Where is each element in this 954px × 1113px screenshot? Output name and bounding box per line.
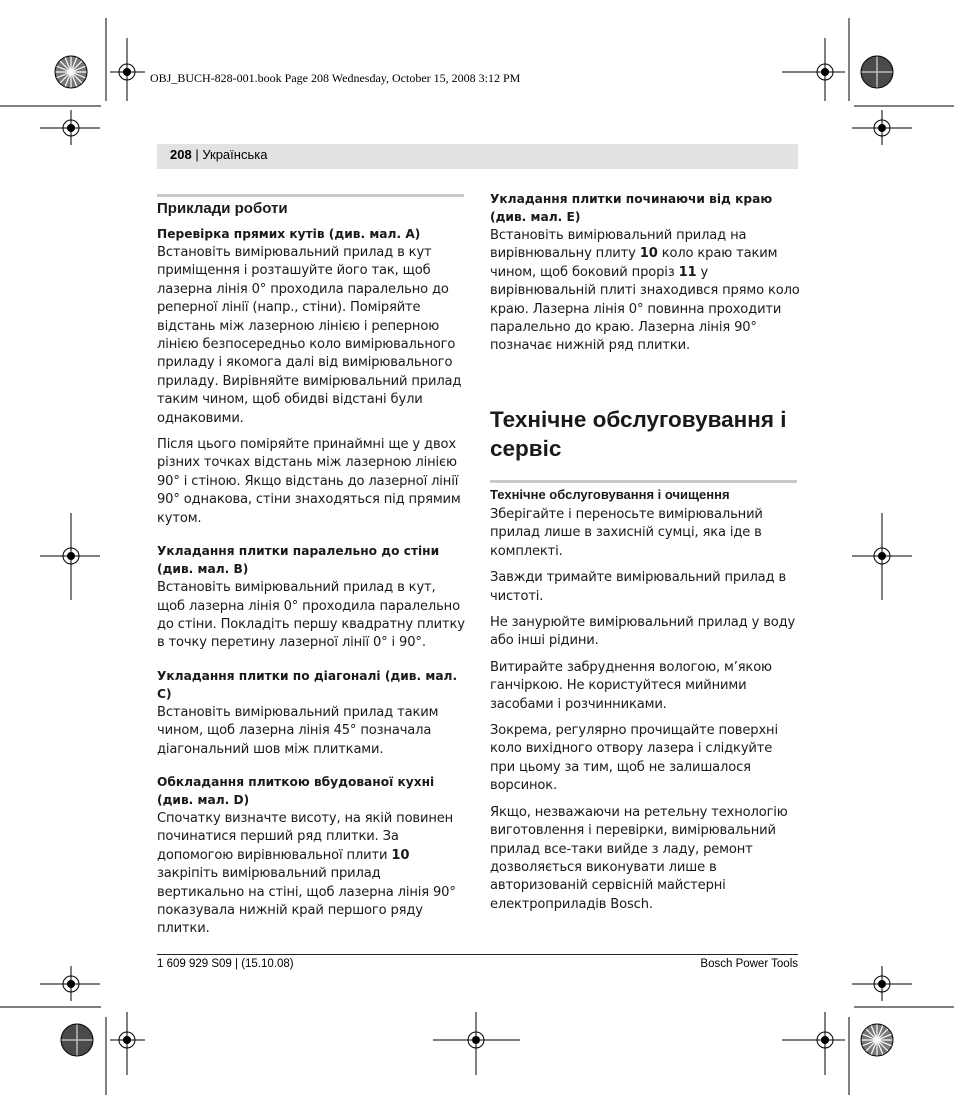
chapter-title-block: [490, 405, 800, 463]
paragraph: Не занурюйте вимірювальний прилад у воду або інші рідини.: [490, 615, 796, 649]
text-run: Встановіть вимірювальний прилад на вирівнювальну плиту: [490, 228, 747, 262]
paragraph: Завжди тримайте вимірювальний прилад в чистоті.: [490, 570, 787, 604]
footer-brand: Bosch Power Tools: [700, 958, 798, 970]
paragraph: Після цього поміряйте принаймні ще у двох різних точках відстань між лазерною лінією 90° і стіною. Якщо відстань до лазерної лінії 90° однакова, стіни знаходяться під прямим кутом.: [157, 437, 461, 526]
text-run: Спочатку визначте висоту, на якій повинен починатися перший ряд плитки. За допомогою вирівнювальної плити: [157, 810, 454, 863]
page-number: 208: [170, 147, 192, 162]
paragraph: Якщо, незважаючи на ретельну технологію виготовлення і перевірки, вимірювальний прилад все-таки вийде з ладу, ремонт дозволяється виконувати лише в авторизованій сервісній майстерні електроприладів Bosch.: [490, 804, 788, 912]
subsection-title: Обкладання плиткою вбудованої кухні (див. мал. D): [157, 774, 435, 807]
header-separator: |: [195, 147, 199, 162]
paragraph: Встановіть вимірювальний прилад в кут приміщення і розташуйте його так, щоб лазерна лінія 0° проходила паралельно до реперної лінії (напр., стіни). Поміряйте відстань між лазерною лінією і реперною лінією безпосередньо коло вимірювального приладу і якомога далі від вимірювального приладу. Вирівняйте вимірювальний прилад таким чином, щоб обидві відстані були однаковими.: [157, 245, 462, 426]
print-slug: OBJ_BUCH-828-001.book Page 208 Wednesday, October 15, 2008 3:12 PM: [150, 71, 521, 85]
section-title: Приклади роботи: [157, 200, 288, 217]
subsection-title: Укладання плитки починаючи від краю (див. мал. E): [490, 192, 773, 224]
subsection-title: Технічне обслуговування і очищення: [490, 487, 730, 502]
reference-number: 10: [391, 847, 410, 863]
section-rule: [490, 480, 797, 483]
footer-rule: [157, 954, 798, 955]
paragraph: Встановіть вимірювальний прилад таким чином, щоб лазерна лінія 45° позначала діагональний шов між плитками.: [157, 704, 439, 757]
text-run: коло краю таким чином, щоб боковий проріз: [490, 246, 778, 280]
paragraph: Зберігайте і переносьте вимірювальний прилад лише в захисній сумці, яка іде в комплекті.: [490, 507, 763, 559]
text-run: закріпіть вимірювальний прилад вертикально на стіні, щоб лазерна лінія 90° показувала нижній край першого ряду плитки.: [157, 866, 456, 937]
chapter-title: Технічне обслуговування і сервіс: [490, 407, 787, 461]
header-language: Українська: [202, 147, 268, 162]
paragraph: Зокрема, регулярно прочищайте поверхні коло вихідного отвору лазера і слідкуйте при цьому за тим, щоб не залишалося ворсинок.: [490, 723, 778, 794]
subsection-title: Перевірка прямих кутів (див. мал. A): [157, 227, 421, 241]
section-rule: [157, 194, 464, 197]
running-header: [170, 147, 267, 162]
right-column-lower: [490, 486, 800, 922]
paragraph: Витирайте забруднення вологою, м’якою ганчіркою. Не користуйтеся мийними засобами і розчинниками.: [490, 659, 772, 712]
right-column: [490, 190, 800, 364]
subsection-title: Укладання плитки паралельно до стіни (див. мал. B): [157, 544, 440, 577]
reference-number: 11: [678, 264, 697, 280]
reference-number: 10: [639, 246, 658, 262]
text-run: у вирівнювальній плиті знаходився прямо коло краю. Лазерна лінія 0° повинна проходити паралельно до краю. Лазерна лінія 90° позначає нижній ряд плитки.: [490, 264, 800, 354]
subsection-title: Укладання плитки по діагоналі (див. мал. C): [157, 668, 458, 701]
left-column: [157, 200, 467, 947]
paragraph: [157, 810, 467, 939]
paragraph: [490, 227, 800, 356]
paragraph: Встановіть вимірювальний прилад в кут, щоб лазерна лінія 0° проходила паралельно до стіни. Покладіть першу квадратну плитку в точку перетину лазерної лінії 0° і 90°.: [157, 580, 465, 651]
footer-code: 1 609 929 S09 | (15.10.08): [157, 958, 294, 970]
